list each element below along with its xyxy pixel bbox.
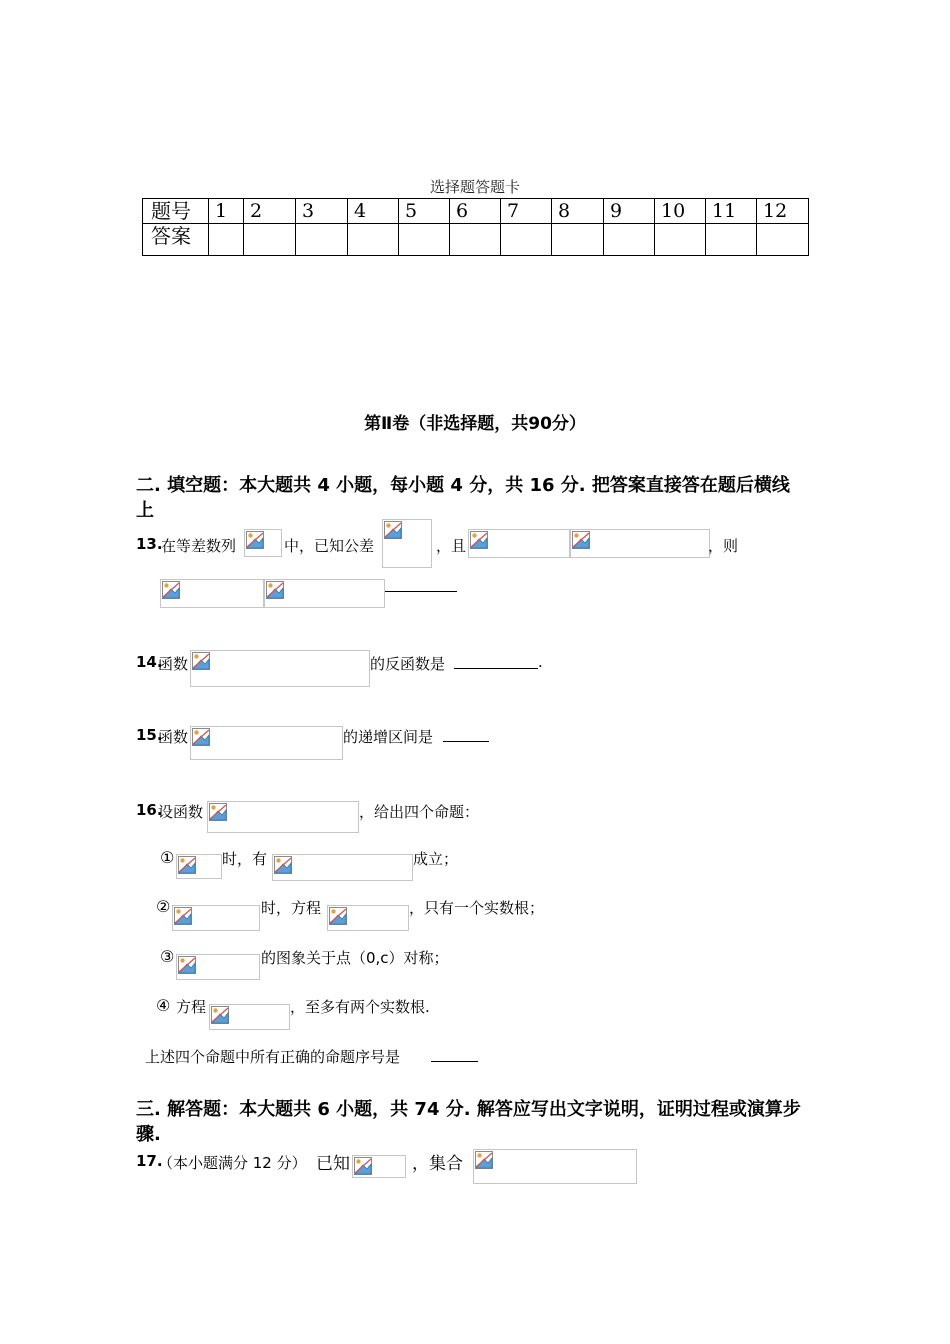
card-answer-cell[interactable] — [552, 224, 604, 256]
broken-image-icon — [178, 856, 196, 874]
card-number-cell: 4 — [348, 199, 399, 224]
card-answer-cell[interactable] — [450, 224, 501, 256]
q14-text-3: . — [538, 653, 543, 671]
fill-in-heading-cont: 上 — [136, 500, 154, 521]
broken-image-icon — [470, 531, 488, 549]
card-header-number: 题号 — [143, 199, 209, 224]
proposition-1-text-1: 时，有 — [222, 850, 268, 868]
card-answer-cell[interactable] — [604, 224, 655, 256]
card-header-answer: 答案 — [143, 224, 209, 256]
q14-text-2: 的反函数是 — [370, 655, 446, 673]
formula-image — [570, 529, 710, 558]
formula-image — [172, 905, 260, 931]
q13-text-3: ，且 — [436, 537, 467, 555]
broken-image-icon — [266, 581, 284, 599]
solve-heading: 三. 解答题：本大题共 6 小题，共 74 分. 解答应写出文字说明，证明过程或演算步 — [136, 1099, 801, 1120]
card-number-cell: 6 — [450, 199, 501, 224]
proposition-2-text-2: ，只有一个实数根； — [409, 899, 545, 917]
broken-image-icon — [354, 1157, 372, 1175]
q14-number: 14. — [136, 653, 163, 671]
proposition-3-marker: ③ — [160, 947, 175, 966]
card-number-cell: 12 — [757, 199, 809, 224]
card-number-cell: 8 — [552, 199, 604, 224]
card-answer-cell[interactable] — [757, 224, 809, 256]
card-answer-cell[interactable] — [501, 224, 552, 256]
card-answer-cell[interactable] — [706, 224, 757, 256]
formula-image — [244, 529, 282, 557]
proposition-1-marker: ① — [160, 848, 175, 867]
formula-image — [352, 1155, 406, 1178]
formula-image — [160, 579, 264, 608]
broken-image-icon — [178, 956, 196, 974]
card-number-cell: 2 — [244, 199, 296, 224]
proposition-2-text-1: 时，方程 — [261, 899, 322, 917]
card-answer-cell[interactable] — [655, 224, 706, 256]
broken-image-icon — [209, 803, 227, 821]
proposition-4-marker: ④ — [156, 996, 171, 1015]
formula-image — [264, 579, 385, 608]
broken-image-icon — [274, 856, 292, 874]
broken-image-icon — [192, 652, 210, 670]
formula-image — [272, 854, 413, 881]
answer-blank[interactable] — [454, 668, 538, 669]
formula-image — [473, 1149, 637, 1184]
q13-text-2: 中，已知公差 — [284, 537, 375, 555]
broken-image-icon — [192, 728, 210, 746]
card-answer-cell[interactable] — [348, 224, 399, 256]
card-number-cell: 3 — [296, 199, 348, 224]
formula-image — [176, 954, 260, 980]
broken-image-icon — [475, 1151, 493, 1169]
card-number-cell: 10 — [655, 199, 706, 224]
broken-image-icon — [174, 907, 192, 925]
q16-text-2: ，给出四个命题： — [359, 803, 480, 821]
broken-image-icon — [384, 521, 402, 539]
answer-blank[interactable] — [431, 1061, 478, 1062]
proposition-4-text-1: 方程 — [176, 998, 207, 1016]
formula-image — [327, 905, 409, 931]
card-number-cell: 9 — [604, 199, 655, 224]
card-answer-cell[interactable] — [399, 224, 450, 256]
formula-image — [468, 529, 570, 558]
answer-card-title: 选择题答题卡 — [429, 178, 520, 196]
q16-text-1: 设函数 — [158, 803, 204, 821]
q13-text-1: 在等差数列 — [161, 537, 237, 555]
card-answer-cell[interactable] — [244, 224, 296, 256]
section2-title: 第Ⅱ卷（非选择题，共90分） — [364, 414, 586, 434]
proposition-3-text-1: 的图象关于点（0,c）对称； — [261, 949, 449, 967]
proposition-2-marker: ② — [156, 897, 171, 916]
solve-heading-cont: 骤. — [136, 1124, 161, 1145]
q13-text-4: ，则 — [708, 537, 739, 555]
proposition-1-text-2: 成立； — [413, 850, 459, 868]
q16-number: 16. — [136, 801, 163, 819]
q15-text-1: 函数 — [158, 728, 189, 746]
broken-image-icon — [211, 1006, 229, 1024]
q16-summary: 上述四个命题中所有正确的命题序号是 — [145, 1048, 401, 1066]
q17-points: （本小题满分 12 分） — [158, 1154, 307, 1172]
q15-text-2: 的递增区间是 — [343, 728, 434, 746]
broken-image-icon — [162, 581, 180, 599]
broken-image-icon — [329, 907, 347, 925]
answer-blank[interactable] — [443, 741, 489, 742]
q17-number: 17. — [136, 1152, 163, 1170]
formula-image — [209, 1004, 290, 1030]
formula-image — [207, 801, 359, 833]
card-number-cell: 5 — [399, 199, 450, 224]
fill-in-heading: 二. 填空题：本大题共 4 小题，每小题 4 分，共 16 分. 把答案直接答在题后横线 — [136, 475, 790, 496]
formula-image — [190, 726, 343, 760]
answer-card-table — [142, 198, 809, 256]
card-number-cell: 7 — [501, 199, 552, 224]
q14-text-1: 函数 — [158, 655, 189, 673]
card-answer-cell[interactable] — [296, 224, 348, 256]
proposition-4-text-2: ，至多有两个实数根. — [290, 998, 430, 1016]
q17-text-1: 已知 — [316, 1154, 350, 1174]
broken-image-icon — [246, 531, 264, 549]
q13-number: 13. — [136, 535, 163, 553]
q17-text-2: ，集合 — [412, 1154, 463, 1174]
formula-image — [190, 650, 370, 687]
q15-number: 15. — [136, 726, 163, 744]
card-answer-cell[interactable] — [209, 224, 244, 256]
broken-image-icon — [572, 531, 590, 549]
card-number-cell: 1 — [209, 199, 244, 224]
formula-image — [176, 854, 222, 879]
formula-image — [382, 519, 432, 568]
answer-blank[interactable] — [385, 591, 457, 592]
card-number-cell: 11 — [706, 199, 757, 224]
